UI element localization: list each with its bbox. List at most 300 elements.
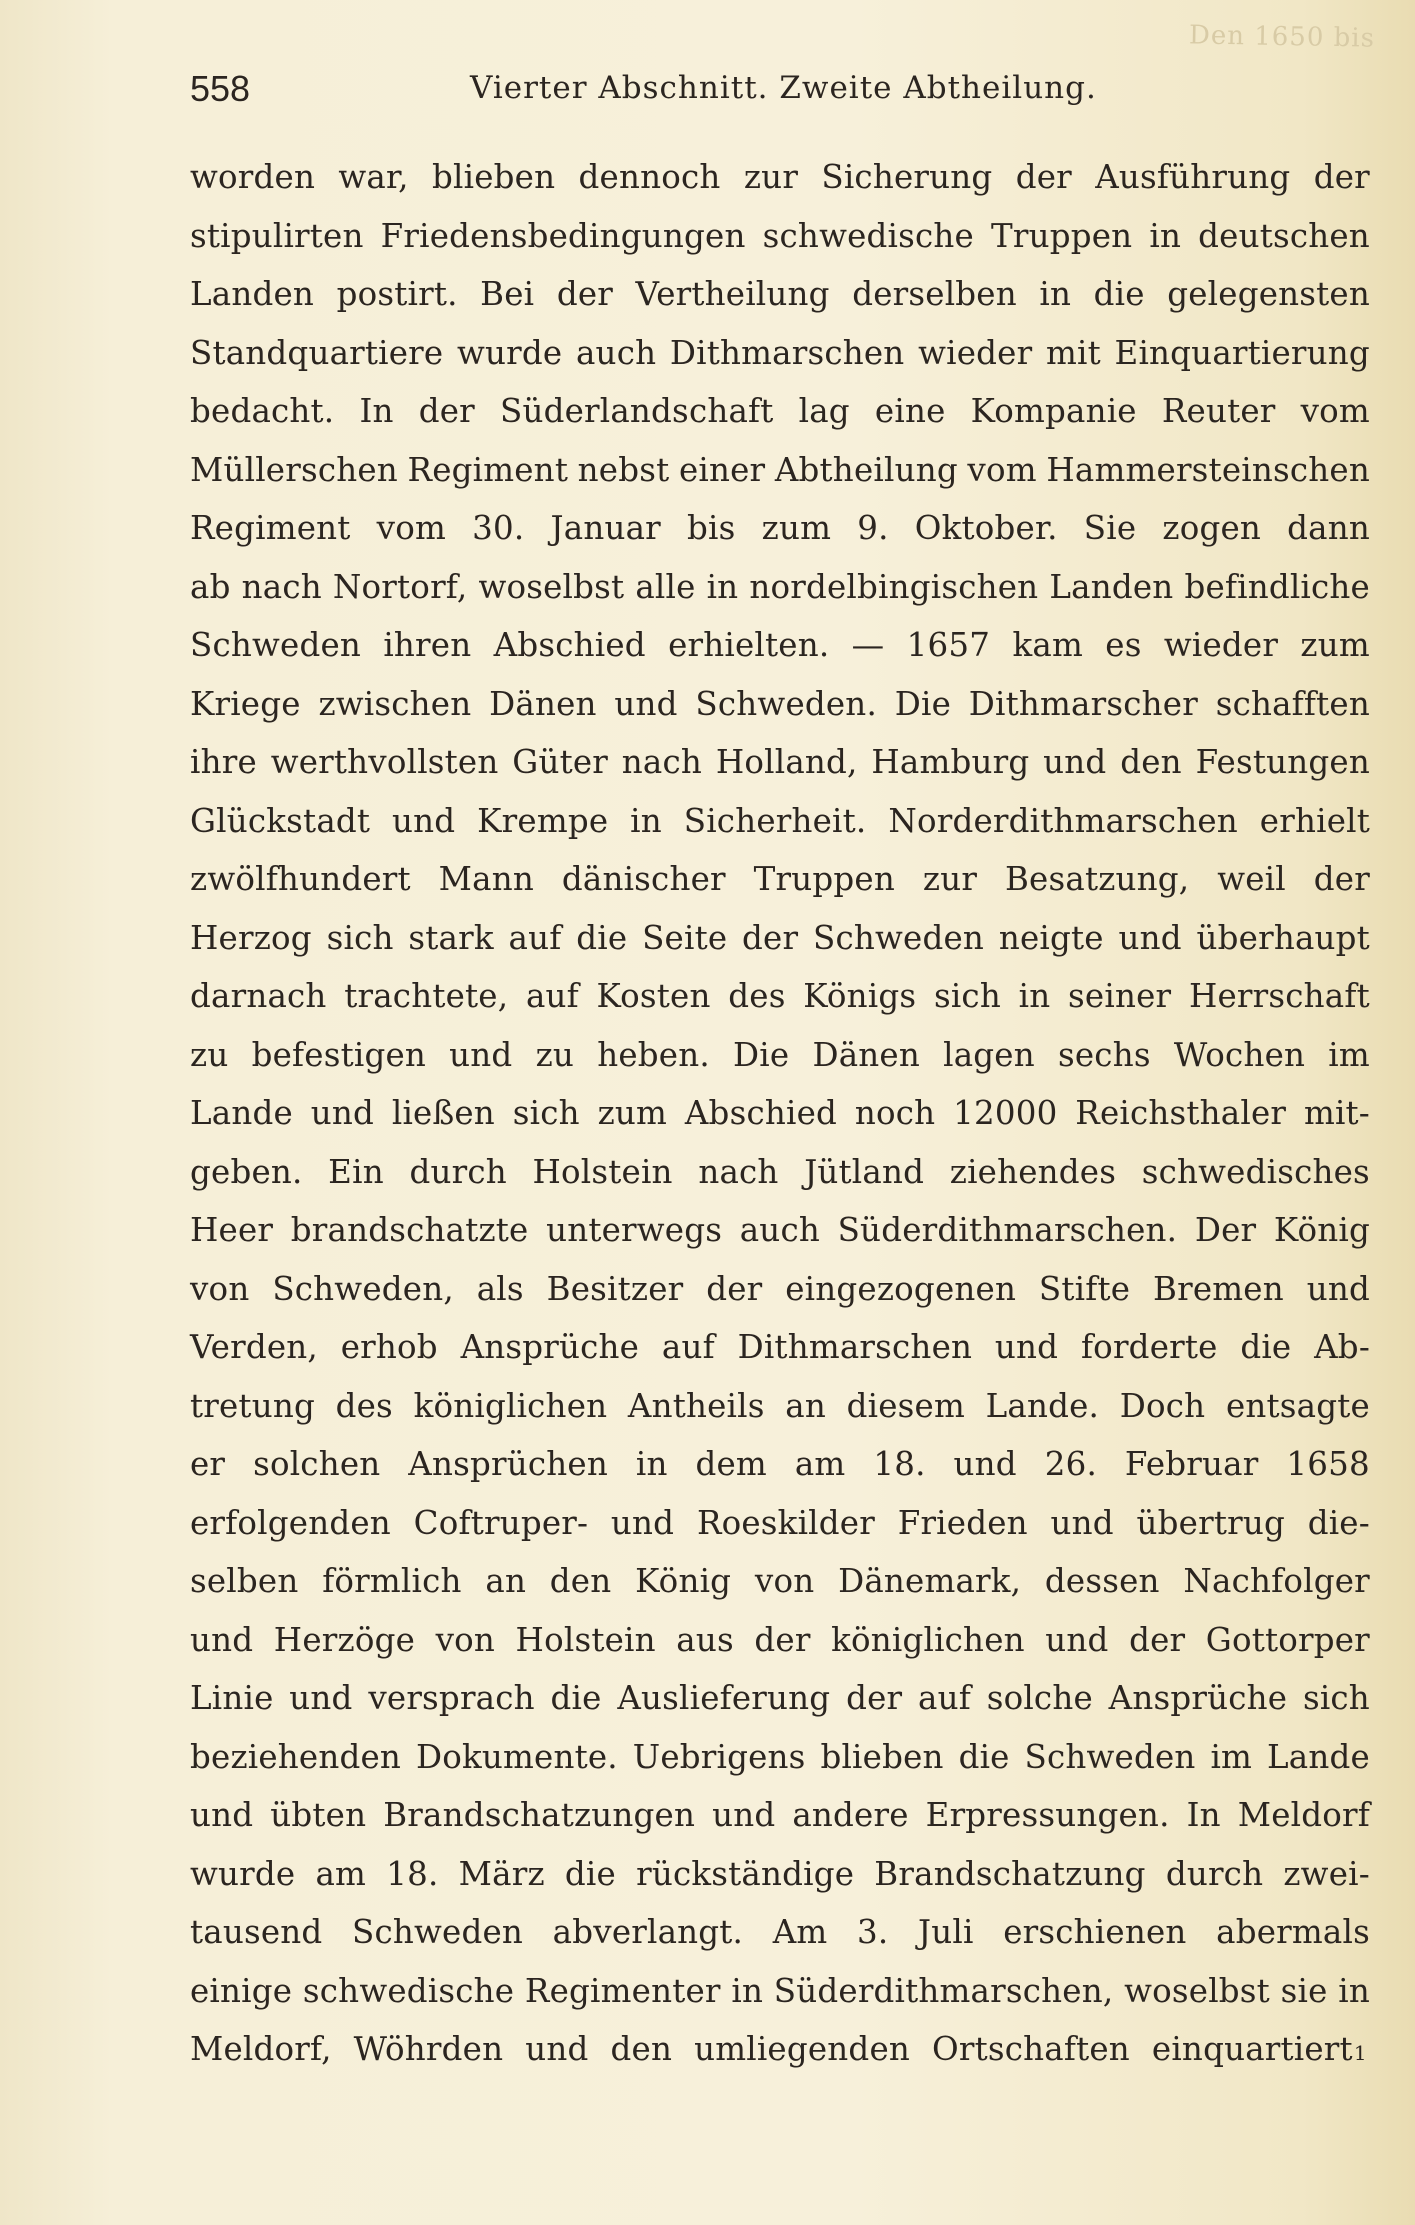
word: Sie: [1083, 509, 1137, 547]
word: neigte: [998, 918, 1104, 957]
word: Ausführung: [1095, 158, 1291, 196]
word: Erpressungen.: [925, 1796, 1170, 1834]
word: Müllerschen: [190, 450, 398, 489]
word: Sicherheit.: [683, 801, 867, 840]
word: befindliche: [1184, 567, 1370, 606]
word: versprach: [368, 1679, 535, 1717]
word: lag: [798, 392, 850, 430]
word: König: [1273, 1211, 1370, 1249]
word: der: [1015, 158, 1072, 196]
word: und: [610, 1503, 675, 1542]
word: der: [846, 1679, 903, 1717]
word: auf: [525, 977, 579, 1015]
word: Regiment: [407, 450, 569, 489]
word: 1657: [906, 626, 991, 664]
word: der: [556, 275, 613, 313]
word: Schweden: [813, 918, 985, 957]
word: trachtete,: [344, 977, 509, 1015]
word: Dokumente.: [415, 1737, 618, 1776]
word: der: [1129, 1620, 1186, 1659]
word: und: [712, 1796, 776, 1834]
word: Gottorper: [1205, 1620, 1370, 1659]
word: brandschatzte: [290, 1211, 529, 1249]
word: Januar: [550, 509, 661, 547]
word: Norderdithmarschen: [888, 801, 1238, 840]
word: Regiment: [190, 509, 351, 547]
word: Königs: [803, 977, 917, 1015]
word: Schweden: [1024, 1737, 1196, 1776]
word: Die: [733, 1035, 790, 1074]
word: alle: [635, 567, 696, 606]
word: die-: [1307, 1503, 1370, 1542]
word: Kosten: [596, 977, 711, 1015]
word: ihren: [383, 626, 472, 664]
word: und: [190, 1796, 254, 1834]
word: Linie: [190, 1679, 274, 1717]
word: noch: [854, 1094, 936, 1132]
word: war,: [338, 158, 409, 196]
word: nach: [241, 567, 322, 606]
word: sich: [512, 1094, 580, 1132]
word: auch: [739, 1211, 820, 1249]
word: heben.: [597, 1035, 710, 1074]
page-number: 558: [190, 68, 251, 109]
word: als: [476, 1269, 524, 1308]
word: und: [190, 1620, 254, 1659]
text-line: [190, 1962, 1370, 2021]
word: selben: [190, 1562, 299, 1600]
word: Holland,: [715, 743, 858, 781]
text-line: [190, 148, 1370, 207]
word: einquartiert: [1151, 2030, 1353, 2068]
word: königlichen: [831, 1620, 1025, 1659]
word: Dithmarschen: [669, 333, 905, 372]
word: wieder: [1163, 626, 1279, 664]
word: den: [610, 2030, 673, 2068]
word: Herzog: [190, 918, 312, 957]
word: und: [449, 1035, 513, 1074]
word: erschienen: [1003, 1913, 1187, 1951]
word: 12000: [953, 1094, 1058, 1132]
word: ihre: [190, 743, 257, 781]
page-header: [190, 68, 1370, 118]
word: zum: [597, 1094, 668, 1132]
word: seiner: [1068, 977, 1172, 1015]
word: mit: [1046, 333, 1101, 372]
word: schafften: [1215, 684, 1370, 723]
word: sechs: [1058, 1035, 1151, 1074]
word: Kompanie: [970, 392, 1137, 430]
text-line: [190, 1318, 1370, 1377]
word: vom: [967, 450, 1037, 489]
word: ließen: [391, 1094, 495, 1132]
text-line: [190, 1494, 1370, 1553]
word: Ansprüche: [1108, 1679, 1288, 1717]
word: Herrschaft: [1188, 977, 1370, 1015]
word: Oktober.: [914, 509, 1058, 547]
word: Dänen: [812, 1035, 920, 1074]
word: 3.: [857, 1913, 889, 1951]
text-line: [190, 909, 1370, 968]
word: nach: [698, 1152, 779, 1191]
text-line: [190, 207, 1370, 266]
word: Festungen: [1195, 743, 1370, 781]
word: stipulirten: [190, 216, 364, 255]
text-line: [190, 265, 1370, 324]
word: und: [310, 1094, 375, 1132]
text-line: [190, 558, 1370, 617]
word: tausend: [190, 1913, 323, 1951]
word: und: [525, 2030, 589, 2068]
word: nordelbingischen: [749, 567, 1039, 606]
word: des: [728, 977, 786, 1015]
word: in: [1149, 216, 1182, 255]
word: abverlangt.: [552, 1913, 744, 1951]
word: entsagte: [1225, 1386, 1370, 1425]
word: bis: [687, 509, 736, 547]
word: und: [953, 1445, 1017, 1483]
word: Abtheilung: [774, 450, 958, 489]
word: Ab-: [1314, 1328, 1370, 1366]
word: dann: [1287, 509, 1370, 547]
text-line: [190, 1377, 1370, 1436]
word: den: [549, 1562, 612, 1600]
bleed-through-text: Den 1650 bis: [1188, 20, 1376, 54]
word: ziehendes: [949, 1152, 1117, 1191]
word: die: [958, 1737, 1010, 1776]
word: sie: [1280, 1971, 1328, 2010]
word: auf: [918, 1679, 971, 1717]
word: geben.: [190, 1152, 303, 1191]
word: schwedische: [302, 1971, 515, 2010]
word: sich: [933, 977, 1001, 1015]
word: Der: [1194, 1211, 1257, 1249]
word: Mann: [438, 860, 534, 898]
word: der: [742, 918, 799, 957]
word: Frieden: [897, 1503, 1028, 1542]
word: Schweden,: [272, 1269, 454, 1308]
word: ab: [190, 567, 231, 606]
word: Wochen: [1173, 1035, 1306, 1074]
word: Nortorf,: [332, 567, 468, 606]
text-line: [190, 1084, 1370, 1143]
word: —: [851, 626, 885, 664]
text-line: [190, 733, 1370, 792]
word: Truppen: [991, 216, 1133, 255]
text-line: [190, 499, 1370, 558]
word: die: [550, 1679, 602, 1717]
word: diesem: [846, 1386, 965, 1425]
word: auf: [508, 918, 562, 957]
word: am: [315, 1854, 367, 1893]
word: am: [794, 1445, 846, 1483]
word: durch: [409, 1152, 507, 1191]
text-line: [190, 324, 1370, 383]
word: Die: [894, 684, 952, 723]
text-line: [190, 441, 1370, 500]
word: des: [335, 1386, 393, 1425]
word: königlichen: [413, 1386, 608, 1425]
text-line: [190, 1260, 1370, 1319]
word: Besitzer: [546, 1269, 684, 1308]
word: Reichsthaler: [1075, 1094, 1287, 1132]
word: Roeskilder: [696, 1503, 875, 1542]
word: stark: [408, 918, 494, 957]
word: Truppen: [753, 860, 895, 898]
word: Reuter: [1161, 392, 1276, 430]
word: wurde: [457, 333, 563, 372]
word: übten: [270, 1796, 367, 1834]
word: und: [1050, 1503, 1114, 1542]
text-line: [190, 616, 1370, 675]
word: Kriege: [190, 684, 301, 723]
word: Süderdithmarschen,: [773, 1971, 1114, 2010]
word: woselbst: [478, 567, 625, 606]
word: schwedisches: [1141, 1152, 1370, 1191]
word: Vertheilung: [635, 275, 830, 313]
word: Jütland: [804, 1152, 925, 1191]
word: übertrug: [1136, 1503, 1285, 1542]
word: Dithmarschen: [737, 1328, 973, 1366]
word: in: [630, 801, 662, 840]
word: Heer: [190, 1211, 274, 1249]
text-line: [190, 1669, 1370, 1728]
word: Meldorf: [1237, 1796, 1370, 1834]
word: und: [289, 1679, 353, 1717]
word: durch: [1165, 1854, 1264, 1893]
word: nach: [621, 743, 703, 781]
word: vom: [376, 509, 447, 547]
word: Lande.: [985, 1386, 1100, 1425]
word: befestigen: [251, 1035, 427, 1074]
word: Krempe: [477, 801, 609, 840]
word: Einquartierung: [1114, 333, 1370, 372]
word: bedacht.: [190, 392, 335, 430]
word: 18.: [386, 1854, 439, 1893]
word: wieder: [918, 333, 1033, 372]
word: in: [731, 1971, 764, 2010]
word: forderte: [1080, 1328, 1218, 1366]
word: zwölfhundert: [190, 860, 411, 898]
text-line-last: [190, 2020, 1370, 2079]
word: darnach: [190, 977, 327, 1015]
word: Nachfolger: [1183, 1562, 1370, 1600]
word: eine: [874, 392, 946, 430]
text-line: [190, 675, 1370, 734]
word: in: [1338, 1971, 1370, 2010]
word: Holstein: [532, 1152, 673, 1191]
word: 9.: [857, 509, 889, 547]
word: und: [1118, 918, 1182, 957]
word: Abschied: [684, 1094, 838, 1132]
word: Seite: [642, 918, 728, 957]
footnote-mark: 1: [1353, 2041, 1367, 2065]
word: abermals: [1216, 1913, 1370, 1951]
word: 18.: [873, 1445, 926, 1483]
word: Hamburg: [871, 743, 1030, 781]
word: kam: [1012, 626, 1083, 664]
word: mit-: [1303, 1094, 1370, 1132]
word: auch: [575, 333, 657, 372]
word: Antheils: [627, 1386, 765, 1425]
word: und: [1045, 1620, 1109, 1659]
word: von: [754, 1562, 815, 1600]
word: und: [392, 801, 456, 840]
word: förmlich: [322, 1562, 462, 1600]
word: 26.: [1044, 1445, 1097, 1483]
word: umliegenden: [694, 2030, 911, 2068]
word: Abschied: [493, 626, 646, 664]
word: blieben: [432, 158, 556, 196]
word: zu: [535, 1035, 575, 1074]
word: Dänemark,: [838, 1562, 1022, 1600]
word: Am: [772, 1913, 828, 1951]
word: dennoch: [578, 158, 721, 196]
running-head: Vierter Abschnitt. Zweite Abtheilung.: [470, 70, 1097, 106]
word: Dänen: [489, 684, 597, 723]
word: die: [1240, 1328, 1292, 1366]
word: der: [754, 1620, 811, 1659]
word: Besatzung,: [1004, 860, 1190, 898]
word: Lande: [1266, 1737, 1370, 1776]
word: Coftruper-: [413, 1503, 589, 1542]
word: Schweden.: [695, 684, 877, 723]
word: der: [1313, 860, 1370, 898]
word: sich: [326, 918, 394, 957]
word: Februar: [1124, 1445, 1259, 1483]
word: Bremen: [1153, 1269, 1284, 1308]
text-line: [190, 1611, 1370, 1670]
word: beziehenden: [190, 1737, 402, 1776]
text-line: [190, 1201, 1370, 1260]
word: erfolgenden: [190, 1503, 391, 1542]
word: Auslieferung: [617, 1679, 831, 1717]
word: zwischen: [318, 684, 472, 723]
text-line: [190, 850, 1370, 909]
word: der: [1313, 158, 1370, 196]
word: Landen: [1049, 567, 1174, 606]
word: Verden,: [190, 1328, 318, 1366]
body-text: [190, 148, 1370, 2079]
word: weil: [1217, 860, 1286, 898]
word: Sicherung: [821, 158, 993, 196]
word: in: [1039, 275, 1072, 313]
word: Schweden: [190, 626, 362, 664]
word: Brandschatzungen: [383, 1796, 696, 1834]
word: derselben: [852, 275, 1017, 313]
word: nebst: [577, 450, 670, 489]
word: unterwegs: [546, 1211, 723, 1249]
word: Glückstadt: [190, 801, 371, 840]
word: in: [635, 1445, 668, 1483]
word: wurde: [190, 1854, 296, 1893]
word: zur: [743, 158, 799, 196]
word: Bei: [480, 275, 535, 313]
word: an: [485, 1562, 527, 1600]
word: zum: [761, 509, 832, 547]
word: im: [1328, 1035, 1370, 1074]
word: Landen: [190, 275, 315, 313]
word: im: [1210, 1737, 1253, 1776]
word: tretung: [190, 1386, 315, 1425]
word: überhaupt: [1196, 918, 1370, 957]
word: deutschen: [1198, 216, 1370, 255]
word: 1658: [1286, 1445, 1370, 1483]
word: und: [1306, 1269, 1370, 1308]
word: dessen: [1044, 1562, 1160, 1600]
word: es: [1105, 626, 1142, 664]
text-line: [190, 792, 1370, 851]
word: der: [706, 1269, 763, 1308]
text-line: [190, 1845, 1370, 1904]
word: Lande: [190, 1094, 293, 1132]
text-line: [190, 1728, 1370, 1787]
word: andere: [792, 1796, 909, 1834]
word: erhielt: [1259, 801, 1370, 840]
word: und: [994, 1328, 1059, 1366]
word: Holstein: [515, 1620, 656, 1659]
word: vom: [1300, 392, 1370, 430]
word: Güter: [512, 743, 609, 781]
word: zwei-: [1283, 1854, 1370, 1893]
text-line: [190, 1786, 1370, 1845]
word: von: [435, 1620, 496, 1659]
text-line: [190, 382, 1370, 441]
word: Friedensbedingungen: [380, 216, 746, 255]
word: in: [1018, 977, 1051, 1015]
word: rückständige: [636, 1854, 855, 1893]
word: die: [1093, 275, 1145, 313]
word: eingezogenen: [785, 1269, 1017, 1308]
word: zum: [1300, 626, 1370, 664]
word: Ansprüche: [460, 1328, 640, 1366]
word: solchen: [253, 1445, 381, 1483]
word: Ansprüchen: [408, 1445, 608, 1483]
word: erhob: [340, 1328, 438, 1366]
text-line: [190, 1435, 1370, 1494]
word: Meldorf,: [190, 2030, 332, 2068]
text-line: [190, 1143, 1370, 1202]
word: worden: [190, 158, 316, 196]
word: Süderlandschaft: [499, 392, 774, 430]
text-line: [190, 1552, 1370, 1611]
text-line: [190, 1026, 1370, 1085]
word: zu: [190, 1035, 229, 1074]
word: Juli: [918, 1913, 974, 1951]
word: Doch: [1119, 1386, 1206, 1425]
word: Hammersteinschen: [1046, 450, 1370, 489]
word: In: [359, 392, 394, 430]
word: einige: [190, 1971, 293, 2010]
word: Ein: [328, 1152, 384, 1191]
word: erhielten.: [668, 626, 830, 664]
word: Wöhrden: [353, 2030, 504, 2068]
word: von: [190, 1269, 250, 1308]
word: aus: [676, 1620, 734, 1659]
word: zogen: [1162, 509, 1262, 547]
word: dem: [695, 1445, 767, 1483]
word: Dithmarscher: [968, 684, 1198, 723]
word: er: [190, 1445, 226, 1483]
word: Ortschaften: [932, 2030, 1130, 2068]
word: woselbst: [1124, 1971, 1270, 2010]
word: schwedische: [762, 216, 974, 255]
word: Regimenter: [524, 1971, 721, 2010]
word: und: [1043, 743, 1107, 781]
word: Standquartiere: [190, 333, 444, 372]
word: solche: [986, 1679, 1093, 1717]
word: und: [614, 684, 678, 723]
